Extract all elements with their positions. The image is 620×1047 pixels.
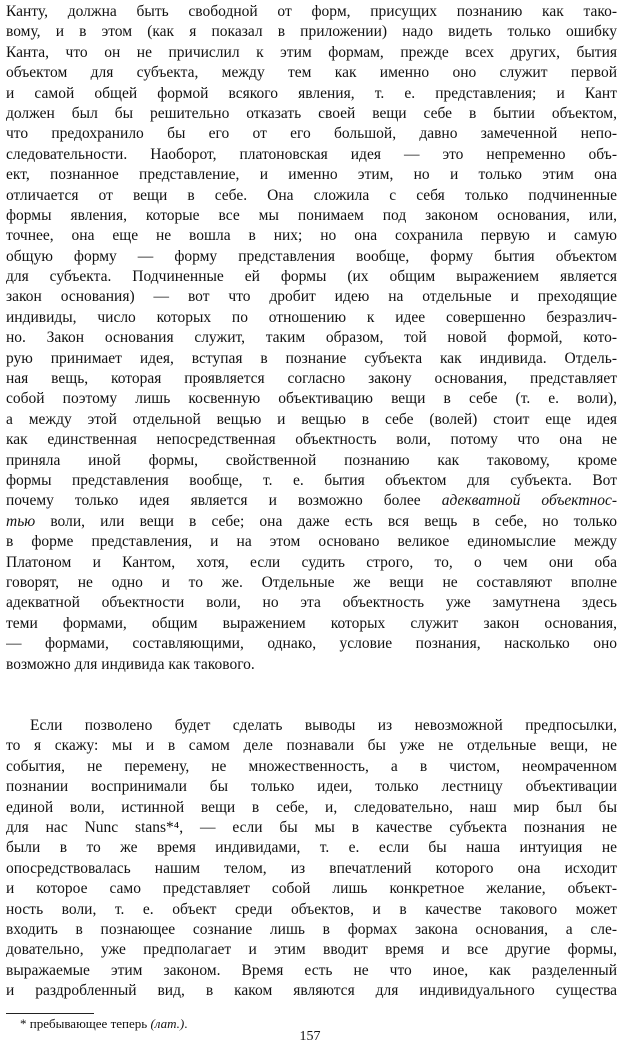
text-line: для нас Nunc stans*⁴, — если бы мы в качестве субъекта познания не <box>6 818 617 836</box>
text-line: должен был бы решительно отказать своей вещи себе в бытии объектом, <box>6 104 617 122</box>
text-line: и самой общей формой всякого явления, т. е. представления; и Кант <box>6 84 617 102</box>
text-line: и раздробленный вид, в каком являются для индивидуального существа <box>6 982 617 1000</box>
text-run: почему только идея является и возможно более <box>6 492 421 510</box>
italic-run: тью <box>6 512 36 530</box>
text-line: адекватной объектности воли, но эта объектность уже замутнена здесь <box>6 594 617 612</box>
text-line: а между этой отдельной вещью и вещью в себе (волей) стоит еще идея <box>6 410 617 428</box>
text-line: следовательности. Наоборот, платоновская идея — это непременно объ- <box>6 145 617 163</box>
text-line: для субъекта. Подчиненные ей формы (их общим выражением является <box>6 268 617 286</box>
text-line: ная вещь, которая проявляется согласно закону основания, представляет <box>6 370 617 388</box>
text-line: Если позволено будет сделать выводы из невозможной предпосылки, <box>30 717 617 734</box>
footnote-marker: * <box>20 1016 27 1031</box>
footnote-language: (лат.) <box>150 1016 185 1031</box>
text-line: закон основания) — вот что дробит идею на отдельные и преходящие <box>6 288 617 306</box>
text-line: индивиды, число которых по отношению к идее совершенно безразлич- <box>6 308 617 326</box>
text-run: воли, или вещи в себе; она даже есть вся вещь в себе, но только <box>50 512 617 530</box>
paragraph-2 <box>6 716 617 1001</box>
text-line: ект, познанное представление, и именно этим, но и только этим она <box>6 166 617 184</box>
text-line: говорят, не одно и то же. Отдельные же вещи не составляют вполне <box>6 573 617 591</box>
text-line: события, не перемену, не множественность, а в чистом, неомраченном <box>6 757 617 775</box>
text-line: как единственная непосредственная объектность воли, потому что она не <box>6 431 617 449</box>
footnote-end: . <box>184 1016 188 1031</box>
text-line: точнее, она еще не вошла в них; но она сохранила первую и самую <box>6 227 617 245</box>
page-number: 157 <box>299 1029 321 1044</box>
text-line: входить в познающее сознание лишь в формах закона основания, а сле- <box>6 920 617 938</box>
text-line: Платоном и Кантом, хотя, если судить строго, то, о чем они оба <box>6 553 617 571</box>
text-line: что предохранило бы его от его большой, давно замеченной непо- <box>6 125 617 143</box>
text-line: единой воли, истинной вещи в себе, и, следовательно, наш мир был бы <box>6 798 617 816</box>
text-line: но. Закон основания служит, таким образом, той новой формой, кото- <box>6 329 617 347</box>
text-line: собой поэтому лишь косвенную объективацию вещи в себе (т. е. воли), <box>6 390 617 408</box>
text-line: вому, и в этом (как я показал в приложении) надо видеть только ошибку <box>6 23 617 41</box>
footnote-text: пребывающее теперь <box>29 1016 148 1031</box>
text-line: Канта, что он не причислил к этим формам, прежде всех других, бытия <box>6 43 617 61</box>
text-line: рую принимает идея, вступая в познание субъекта как индивида. Отдель- <box>6 349 617 367</box>
text-line: довательно, уже предполагает и этим вводит время и все другие формы, <box>6 941 617 959</box>
text-line: опосредствовалась нашим телом, из впечатлений которого она исходит <box>6 859 617 877</box>
footnote-divider <box>6 1013 94 1014</box>
text-line: и которое само представляет собой лишь конкретное желание, объект- <box>6 880 617 898</box>
text-line: — формами, составляющими, однако, условие познания, насколько оно <box>6 635 617 653</box>
text-line: теми формами, общим выражением которых служит закон основания, <box>6 614 617 632</box>
text-line: формы явления, которые все мы понимаем под законом основания, или, <box>6 206 617 224</box>
paragraph-1 <box>6 2 617 675</box>
text-line: возможно для индивида как такового. <box>6 655 255 673</box>
text-line: ность воли, т. е. объект среди объектов, и в качестве такового может <box>6 900 617 918</box>
italic-run: адекватной объектнос- <box>441 492 617 510</box>
text-line: общую форму — форму представления вообще, форму бытия объектом <box>6 247 617 265</box>
text-line-mixed <box>6 491 617 511</box>
text-line: объектом для субъекта, между тем как именно оно служит первой <box>6 64 617 82</box>
text-line: выражаемые этим законом. Время есть не что иное, как разделенный <box>6 961 617 979</box>
text-line: познании воспринимали бы только идеи, только лестницу объективации <box>6 778 617 796</box>
text-line: Канту, должна быть свободной от форм, присущих познанию как тако- <box>6 3 617 20</box>
text-line: в форме представления, и на этом основано великое единомыслие между <box>6 533 617 551</box>
text-line: то я скажу: мы и в самом деле познавали бы уже не отдельные вещи, не <box>6 737 617 755</box>
text-line-mixed <box>6 512 617 532</box>
text-line: отличается от вещи в себе. Она сложила с себя только подчиненные <box>6 186 617 204</box>
text-line: были в то же время индивидами, т. е. если бы наша интуиция не <box>6 839 617 857</box>
text-line: приняла иной формы, свойственной познанию как таковому, кроме <box>6 451 617 469</box>
text-line: формы представления вообще, т. е. бытия объектом для субъекта. Вот <box>6 471 617 489</box>
